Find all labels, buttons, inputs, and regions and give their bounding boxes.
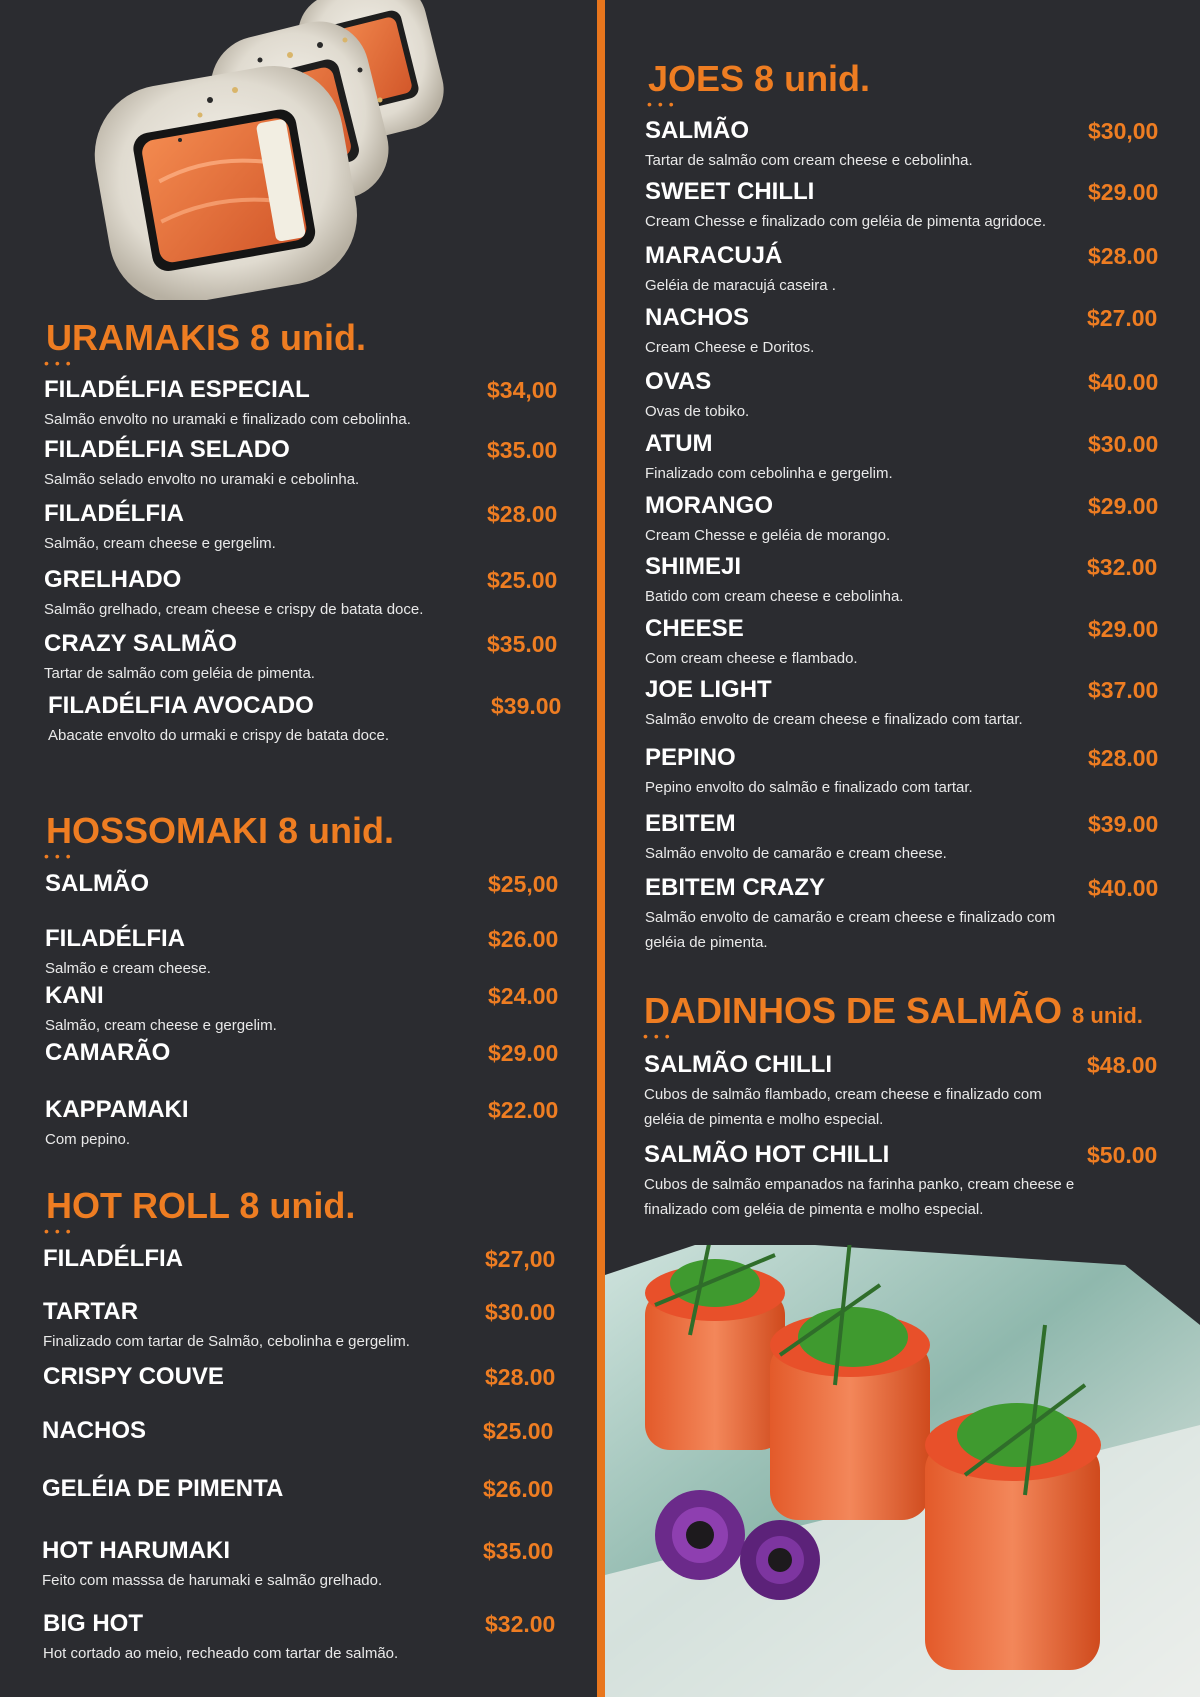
- item-name: NACHOS: [42, 1417, 147, 1444]
- item-price: $26.00: [488, 926, 559, 952]
- title-dots: •••: [44, 355, 77, 371]
- item-price: $25.00: [487, 567, 558, 593]
- item-price: $28.00: [485, 1364, 556, 1390]
- item-description: Ovas de tobiko.: [645, 403, 750, 420]
- item-price: $29.00: [1088, 493, 1159, 519]
- item-price: $37.00: [1088, 677, 1159, 703]
- item-description: Cubos de salmão empanados na farinha panko, cream cheese e finalizado com geléia de pimenta e molho especial.: [644, 1176, 1075, 1218]
- item-price: $48.00: [1087, 1052, 1158, 1078]
- item-description: Batido com cream cheese e cebolinha.: [645, 588, 904, 605]
- item-description: Feito com masssa de harumaki e salmão grelhado.: [42, 1572, 383, 1589]
- item-name: CAMARÃO: [45, 1039, 171, 1066]
- item-name: SALMÃO: [45, 870, 149, 897]
- item-price: $32.00: [485, 1611, 556, 1637]
- dadinhos-unit: 8 unid.: [1072, 1003, 1143, 1028]
- joes-title: JOES 8 unid.: [648, 58, 871, 99]
- item-description: Pepino envolto do salmão e finalizado com tartar.: [645, 779, 973, 796]
- item-description: Cubos de salmão flambado, cream cheese e finalizado com geléia de pimenta e molho especial.: [644, 1086, 1042, 1128]
- item-name: SALMÃO: [645, 117, 749, 144]
- item-price: $35.00: [483, 1538, 554, 1564]
- item-price: $22.00: [488, 1097, 559, 1123]
- item-name: SWEET CHILLI: [645, 178, 815, 205]
- item-price: $24.00: [488, 983, 559, 1009]
- item-price: $35.00: [487, 631, 558, 657]
- hotroll-title: HOT ROLL 8 unid.: [46, 1185, 356, 1226]
- item-name: FILADÉLFIA: [43, 1245, 183, 1272]
- item-name: FILADÉLFIA ESPECIAL: [44, 376, 310, 403]
- item-description: Salmão selado envolto no uramaki e cebolinha.: [44, 471, 360, 488]
- item-description: Salmão, cream cheese e gergelim.: [44, 535, 276, 552]
- item-description: Salmão envolto de camarão e cream cheese e finalizado com geléia de pimenta.: [645, 909, 1056, 951]
- item-price: $29.00: [488, 1040, 559, 1066]
- item-price: $32.00: [1087, 554, 1158, 580]
- item-description: Tartar de salmão com geléia de pimenta.: [44, 665, 315, 682]
- item-description: Cream Chesse e geléia de morango.: [645, 527, 891, 544]
- item-description: Finalizado com tartar de Salmão, cebolinha e gergelim.: [43, 1333, 410, 1350]
- item-name: ATUM: [645, 430, 713, 457]
- left-column: [0, 0, 597, 1697]
- item-name: EBITEM: [645, 810, 736, 837]
- item-name: GRELHADO: [44, 566, 182, 593]
- item-name: FILADÉLFIA SELADO: [44, 436, 290, 463]
- item-name: GELÉIA DE PIMENTA: [42, 1475, 284, 1502]
- item-price: $28.00: [1088, 745, 1159, 771]
- item-price: $39.00: [491, 693, 562, 719]
- item-description: Abacate envolto do urmaki e crispy de batata doce.: [48, 727, 390, 744]
- item-price: $25.00: [483, 1418, 554, 1444]
- item-name: PEPINO: [645, 744, 736, 771]
- item-name: KANI: [45, 982, 104, 1009]
- item-description: Com cream cheese e flambado.: [645, 650, 858, 667]
- item-description: Salmão grelhado, cream cheese e crispy de batata doce.: [44, 601, 424, 618]
- item-name: BIG HOT: [43, 1610, 143, 1637]
- item-name: CHEESE: [645, 615, 744, 642]
- item-name: FILADÉLFIA: [45, 925, 185, 952]
- item-description: Salmão envolto de cream cheese e finalizado com tartar.: [645, 711, 1023, 728]
- item-description: Salmão envolto de camarão e cream cheese.: [645, 845, 947, 862]
- dadinhos-title: [644, 991, 1143, 1036]
- item-description: Finalizado com cebolinha e gergelim.: [645, 465, 893, 482]
- item-description: Salmão e cream cheese.: [45, 960, 211, 977]
- uramakis-title: URAMAKIS 8 unid.: [46, 317, 366, 358]
- item-name: OVAS: [645, 368, 712, 395]
- item-name: FILADÉLFIA AVOCADO: [48, 692, 314, 719]
- item-price: $29.00: [1088, 179, 1159, 205]
- item-price: $39.00: [1088, 811, 1159, 837]
- item-name: KAPPAMAKI: [45, 1096, 189, 1123]
- item-name: MARACUJÁ: [645, 242, 783, 269]
- item-price: $27,00: [485, 1246, 556, 1272]
- item-price: $30.00: [1088, 431, 1159, 457]
- title-dots: •••: [44, 848, 77, 864]
- item-name: NACHOS: [645, 304, 750, 331]
- item-name: TARTAR: [43, 1298, 139, 1325]
- hossomaki-title: HOSSOMAKI 8 unid.: [46, 810, 395, 851]
- item-name: MORANGO: [645, 492, 773, 519]
- item-description: Hot cortado ao meio, recheado com tartar de salmão.: [43, 1645, 399, 1662]
- item-price: $27.00: [1087, 305, 1158, 331]
- item-description: Salmão, cream cheese e gergelim.: [45, 1017, 277, 1034]
- item-price: $28.00: [487, 501, 558, 527]
- item-name: SALMÃO HOT CHILLI: [644, 1141, 890, 1168]
- item-price: $29.00: [1088, 616, 1159, 642]
- item-name: SHIMEJI: [645, 553, 742, 580]
- item-name: CRAZY SALMÃO: [44, 630, 237, 657]
- item-description: Com pepino.: [45, 1131, 131, 1148]
- dadinhos-title-text: DADINHOS DE SALMÃO: [644, 990, 1063, 1031]
- item-description: Salmão envolto no uramaki e finalizado com cebolinha.: [44, 411, 411, 428]
- item-price: $30.00: [485, 1299, 556, 1325]
- item-description: Cream Cheese e Doritos.: [645, 339, 815, 356]
- item-name: EBITEM CRAZY: [645, 874, 825, 901]
- item-name: FILADÉLFIA: [44, 500, 184, 527]
- item-price: $34,00: [487, 377, 558, 403]
- salmon-rolls-photo: [605, 1245, 1200, 1697]
- item-price: $25,00: [488, 871, 559, 897]
- item-name: JOE LIGHT: [645, 676, 772, 703]
- item-price: $40.00: [1088, 369, 1159, 395]
- item-description: Tartar de salmão com cream cheese e cebolinha.: [645, 152, 973, 169]
- item-price: $40.00: [1088, 875, 1159, 901]
- item-price: $26.00: [483, 1476, 554, 1502]
- column-divider: [597, 0, 605, 1697]
- title-dots: •••: [647, 96, 680, 112]
- item-description: Geléia de maracujá caseira .: [645, 277, 836, 294]
- item-price: $35.00: [487, 437, 558, 463]
- item-price: $28.00: [1088, 243, 1159, 269]
- title-dots: •••: [44, 1223, 77, 1239]
- item-price: $50.00: [1087, 1142, 1158, 1168]
- item-name: HOT HARUMAKI: [42, 1537, 230, 1564]
- item-name: CRISPY COUVE: [43, 1363, 224, 1390]
- item-price: $30,00: [1088, 118, 1159, 144]
- item-description: Cream Chesse e finalizado com geléia de pimenta agridoce.: [645, 213, 1047, 230]
- item-name: SALMÃO CHILLI: [644, 1051, 832, 1078]
- title-dots: •••: [643, 1028, 676, 1044]
